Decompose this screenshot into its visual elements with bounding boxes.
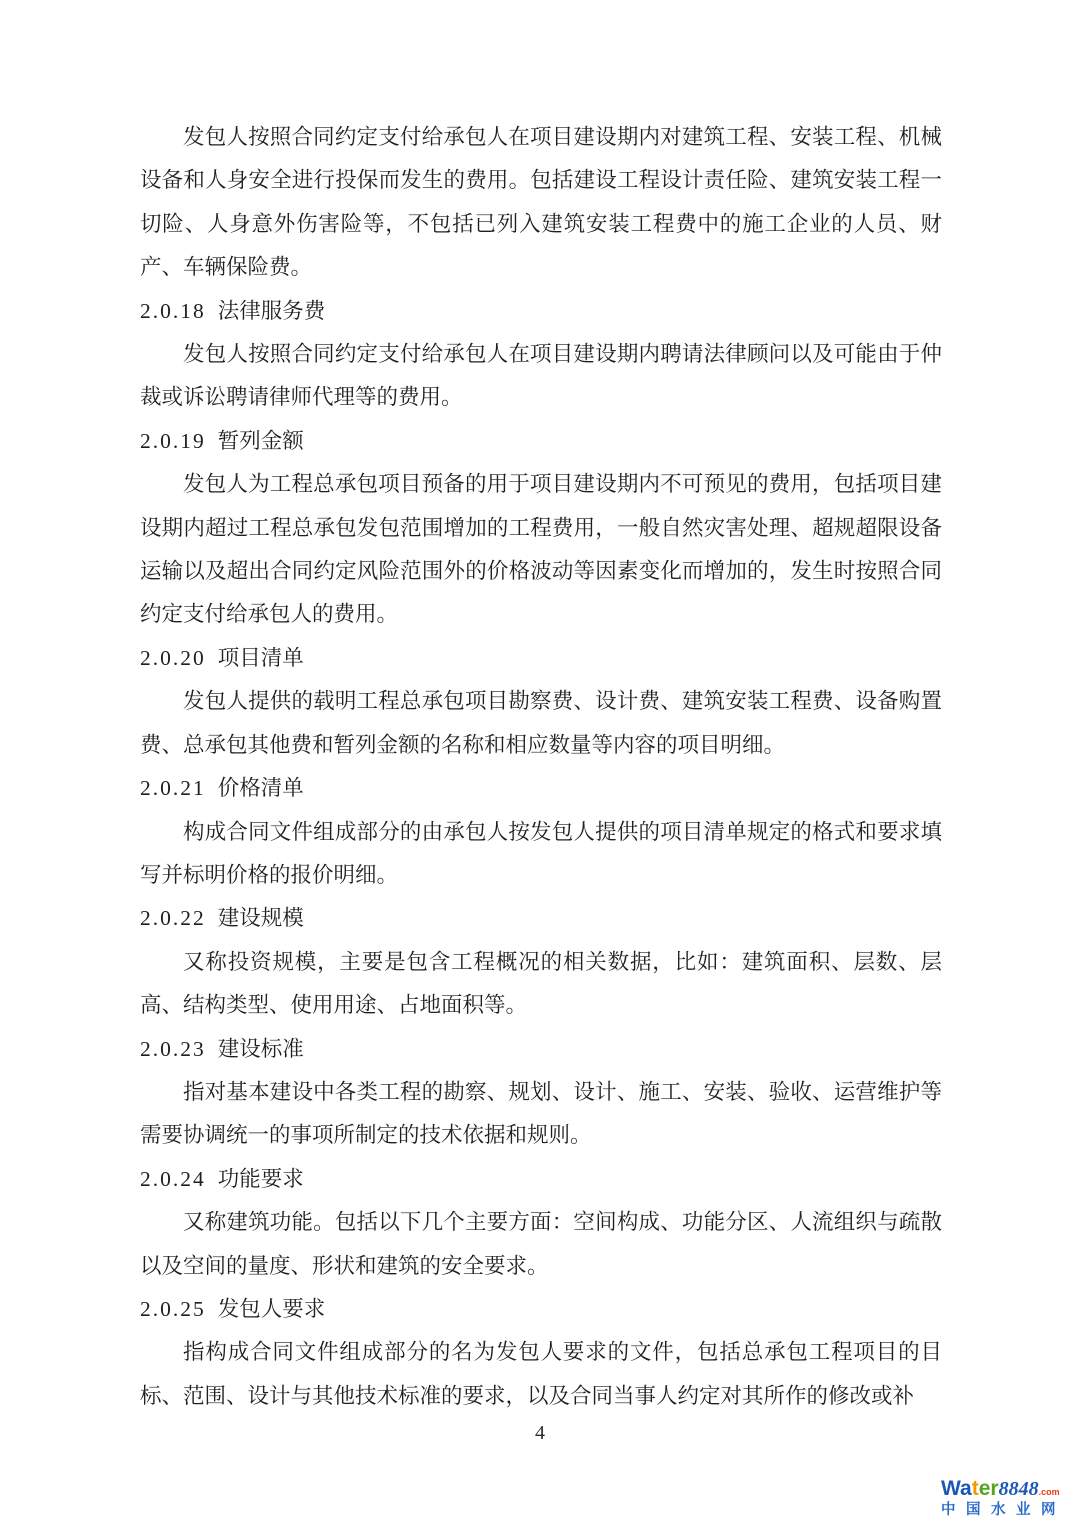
logo-text-t: t <box>971 1477 979 1500</box>
section-number: 2.0.23 <box>140 1036 206 1061</box>
section-title: 价格清单 <box>217 776 304 801</box>
section-heading <box>140 1288 942 1331</box>
paragraph: 指对基本建设中各类工程的勘察、规划、设计、施工、安装、验收、运营维护等需要协调统一的事项所制定的技术依据和规则。 <box>140 1079 942 1148</box>
section-number: 2.0.24 <box>140 1166 206 1191</box>
section-number: 2.0.21 <box>140 776 206 801</box>
section-number: 2.0.18 <box>140 298 206 323</box>
section-title: 项目清单 <box>217 645 304 670</box>
section-number: 2.0.22 <box>140 906 206 931</box>
logo-subtitle: 中国水业网 <box>941 1502 1066 1518</box>
logo-text-8848: 8848 <box>998 1478 1039 1500</box>
paragraph: 发包人提供的载明工程总承包项目勘察费、设计费、建筑安装工程费、设备购置费、总承包其他费和暂列金额的名称和相应数量等内容的项目明细。 <box>140 689 942 757</box>
section-title: 建设标准 <box>217 1036 304 1061</box>
section-heading <box>140 897 942 940</box>
logo-text-er: er <box>978 1477 999 1500</box>
paragraph: 构成合同文件组成部分的由承包人按发包人提供的项目清单规定的格式和要求填写并标明价格的报价明细。 <box>140 819 942 887</box>
section-title: 功能要求 <box>217 1166 304 1191</box>
paragraph: 又称投资规模，主要是包含工程概况的相关数据，比如：建筑面积、层数、层高、结构类型、使用用途、占地面积等。 <box>140 949 942 1018</box>
section-title: 暂列金额 <box>217 428 304 453</box>
water8848-logo <box>941 1478 1075 1518</box>
section-heading <box>140 1028 942 1071</box>
section-title: 建设规模 <box>217 906 304 931</box>
section-heading <box>140 420 942 463</box>
water8848-wordmark <box>941 1478 1075 1499</box>
section-number: 2.0.25 <box>140 1296 206 1321</box>
section-title: 法律服务费 <box>217 298 326 323</box>
page-number: 4 <box>535 1422 545 1444</box>
section-number: 2.0.20 <box>140 645 206 670</box>
section-heading <box>140 1158 942 1201</box>
paragraph: 发包人为工程总承包项目预备的用于项目建设期内不可预见的费用，包括项目建设期内超过工程总承包发包范围增加的工程费用，一般自然灾害处理、超规超限设备运输以及超出合同约定风险范围外的价格波动等因素变化而增加的，发生时按照合同约定支付给承包人的费用。 <box>140 472 942 627</box>
document-body <box>140 116 942 1418</box>
paragraph: 指构成合同文件组成部分的名为发包人要求的文件，包括总承包工程项目的目标、范围、设计与其他技术标准的要求，以及合同当事人约定对其所作的修改或补 <box>140 1340 942 1408</box>
paragraph: 发包人按照合同约定支付给承包人在项目建设期内聘请法律顾问以及可能由于仲裁或诉讼聘请律师代理等的费用。 <box>140 342 942 410</box>
section-title: 发包人要求 <box>217 1296 326 1321</box>
logo-text-wa: Wa <box>941 1477 972 1500</box>
paragraph: 又称建筑功能。包括以下几个主要方面：空间构成、功能分区、人流组织与疏散以及空间的量度、形状和建筑的安全要求。 <box>140 1210 942 1278</box>
logo-text-com: .com <box>1038 1487 1060 1497</box>
section-heading <box>140 767 942 810</box>
section-heading <box>140 290 942 333</box>
section-number: 2.0.19 <box>140 428 206 453</box>
section-heading <box>140 637 942 680</box>
paragraph: 发包人按照合同约定支付给承包人在项目建设期内对建筑工程、安装工程、机械设备和人身安全进行投保而发生的费用。包括建设工程设计责任险、建筑安装工程一切险、人身意外伤害险等，不包括已列入建筑安装工程费中的施工企业的人员、财产、车辆保险费。 <box>140 125 942 280</box>
